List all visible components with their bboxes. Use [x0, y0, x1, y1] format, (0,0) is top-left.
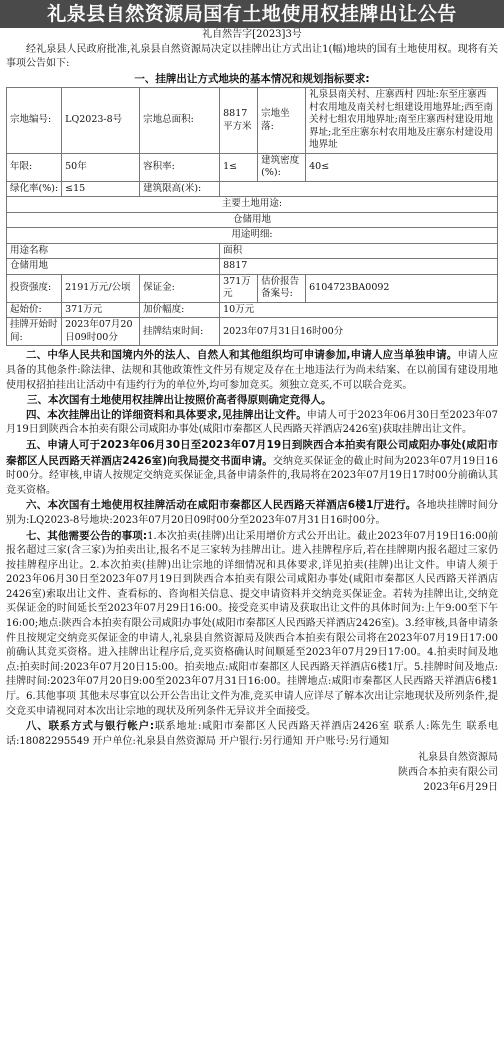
- open-time-label: 挂牌开始时间:: [7, 318, 62, 346]
- section-6-text: 各地块挂牌时间分别为:LQ2023-8号地块:2023年07月20日09时00分至2023年07月31日16时00分。: [6, 500, 498, 526]
- section-5: [6, 438, 498, 498]
- section-3: 三、本次国有土地使用权挂牌出让按照价高者得原则确定竞得人。: [27, 394, 332, 407]
- use-name-header: 用途名称: [7, 243, 220, 259]
- table-row: [7, 212, 498, 228]
- section-6-heading: 六、本次国有土地使用权挂牌活动在咸阳市秦都区人民西路天祥酒店6楼1厅进行。: [26, 499, 417, 512]
- years-value: 50年: [62, 153, 140, 181]
- signer-bureau: 礼泉县自然资源局: [418, 752, 498, 764]
- use-area-header: 面积: [220, 243, 498, 259]
- section-5-heading: 五、申请人可于2023年06月30日至2023年07月19日到陕西合本拍卖有限公司咸阳办事处(咸阳市秦都区人民西路天祥酒店2426室)向我局提交书面申请。: [6, 438, 498, 467]
- intro-paragraph: 经礼泉县人民政府批准,礼泉县自然资源局决定以挂牌出让方式出让1(幅)地块的国有土地使用权。现将有关事项公告如下:: [6, 43, 498, 70]
- table-row: [7, 259, 498, 275]
- section-2-text: 申请人应具备的其他条件:除法律、法规和其他政策性文件另有规定及存在土地违法行为尚未结案、在以前国有建设用地使用权招拍挂出让活动中有违约行为的单位外,均可参加竞买。须独立竞买,不可以联合竞买。: [6, 350, 498, 391]
- location-value: 礼泉县南关村、庄寨西村 四址:东至庄寨西村农用地及南关村七组建设用地界址;西至南关村七组农用地界址;南至庄寨西村建设用地界址;北至庄寨东村农用地及庄寨东村建设用地界址: [306, 88, 498, 154]
- use-name-value: 仓储用地: [7, 259, 220, 275]
- section-6: [6, 498, 498, 528]
- far-value: 1≤: [220, 153, 258, 181]
- section-2-heading: 二、中华人民共和国境内外的法人、自然人和其他组织均可申请参加,申请人应当单独申请。: [26, 349, 458, 362]
- section-4: [6, 408, 498, 438]
- section-7-heading: 七、其他需要公告的事项:: [26, 529, 148, 542]
- page-title: 礼泉县自然资源局国有土地使用权挂牌出让公告: [0, 0, 504, 28]
- green-label: 绿化率(%):: [7, 181, 62, 197]
- close-time-value: 2023年07月31日16时00分: [220, 318, 498, 346]
- main-use-label: 主要土地用途:: [7, 197, 498, 213]
- deposit-value: 371万元: [220, 274, 258, 302]
- section-1-heading: 一、挂牌出让方式地块的基本情况和规划指标要求:: [134, 72, 370, 85]
- section-7-text: 1.本次拍卖(挂牌)出让采用增价方式公开出让。截止2023年07月19日16:00前报名超过三家(含三家)为拍卖出让,报名不足三家转为挂牌出让。进入挂牌程序后,若在挂牌期内报名超过三家仍按挂牌程序出让。2.本次拍卖(挂牌)出让宗地的详细情况和具体要求,详见拍卖(挂牌)出让文件。申请人须于2023年06月30日至2023年07月19日到陕西合本拍卖有限公司咸阳办事处(咸阳市秦都区人民西路天祥酒店2426室)索取出让文件、查看标的、咨询相关信息、提交申请资料并交纳竞买保证金。若转为挂牌出让,交纳竞买保证金的时间延长至2023年07月29日16:00。接受竞买申请及获取出让文件的具体时间为:上午9:00至下午16:00;地点:陕西合本拍卖有限公司咸阳办事处(咸阳市秦都区人民西路天祥酒店2426室)。3.经审核,具备申请条件且按规定交纳竞买保证金的申请人,礼泉县自然资源局及陕西合本拍卖有限公司将在2023年07月19日17:00前确认其竞买资格。进入挂牌出让程序后,竞买资格确认时间顺延至2023年07月29日17:00。4.拍卖时间及地点:拍卖时间:2023年07月20日15:00。拍卖地点:咸阳市秦都区人民西路天祥酒店6楼1厅。5.挂牌时间及地点:挂牌时间:2023年07月20日9:00至2023年07月31日16:00。挂牌地点:咸阳市秦都区人民西路天祥酒店6楼1厅。6.其他事项 其他未尽事宜以公开公告出让文件为准,竞买申请人应详尽了解本次出让宗地现状及所列条件,提交竞买申请视同对本次出让宗地的现状及所列条件无异议并全面接受。: [6, 530, 499, 717]
- years-label: 年限:: [7, 153, 62, 181]
- parcel-info-table: [6, 87, 498, 346]
- height-value: [220, 181, 498, 197]
- section-8-text: 联系地址:咸阳市秦都区人民西路天祥酒店2426室 联系人:陈先生 联系电话:18082295549 开户单位:礼泉县自然资源局 开户银行:另行通知 开户账号:另行通知: [6, 721, 498, 747]
- density-label: 建筑密度(%):: [258, 153, 306, 181]
- table-row: [7, 274, 498, 302]
- document-number: 礼自然告字[2023]3号: [202, 29, 302, 40]
- section-8-heading: 八、联系方式与银行帐户:: [26, 720, 155, 733]
- area-value: 8817平方米: [220, 88, 258, 154]
- section-4-heading: 四、本次挂牌出让的详细资料和具体要求,见挂牌出让文件。: [26, 408, 307, 421]
- parcel-no-label: 宗地编号:: [7, 88, 62, 154]
- height-label: 建筑限高(米):: [140, 181, 220, 197]
- invest-label: 投资强度:: [7, 274, 62, 302]
- main-use-value: 仓储用地: [7, 212, 498, 228]
- table-row: [7, 318, 498, 346]
- area-label: 宗地总面积:: [140, 88, 220, 154]
- table-row: [7, 153, 498, 181]
- use-detail-label: 用途明细:: [7, 228, 498, 244]
- far-label: 容积率:: [140, 153, 220, 181]
- green-value: ≤15: [62, 181, 140, 197]
- section-2: [6, 348, 498, 393]
- table-row: [7, 228, 498, 244]
- announcement-body: [0, 28, 504, 795]
- location-label: 宗地坐落:: [258, 88, 306, 154]
- increment-label: 加价幅度:: [140, 302, 220, 318]
- table-row: [7, 88, 498, 154]
- signer-auction-company: 陕西合本拍卖有限公司: [398, 767, 498, 778]
- start-price-value: 371万元: [62, 302, 140, 318]
- deposit-label: 保证金:: [140, 274, 220, 302]
- parcel-no-value: LQ2023-8号: [62, 88, 140, 154]
- use-area-value: 8817: [220, 259, 498, 275]
- section-5-text: 交纳竞买保证金的截止时间为2023年07月19日16时00分。经审核,申请人按规定交纳竞买保证金,具备申请条件的,我局将在2023年07月19日17时00分前确认其竞买资格。: [6, 455, 498, 496]
- report-label: 估价报告备案号:: [258, 274, 306, 302]
- table-row: [7, 197, 498, 213]
- section-7: [6, 529, 498, 720]
- invest-value: 2191万元/公顷: [62, 274, 140, 302]
- close-time-label: 挂牌结束时间:: [140, 318, 220, 346]
- start-price-label: 起始价:: [7, 302, 62, 318]
- section-4-text: 申请人可于2023年06月30日至2023年07月19日到陕西合本拍卖有限公司咸阳办事处(咸阳市秦都区人民西路天祥酒店2426室)获取挂牌出让文件。: [6, 409, 498, 436]
- table-row: [7, 243, 498, 259]
- section-8: [6, 719, 498, 749]
- table-row: [7, 302, 498, 318]
- report-value: 6104723BA0092: [306, 274, 498, 302]
- open-time-value: 2023年07月20日09时00分: [62, 318, 140, 346]
- signature-block: [6, 751, 498, 795]
- table-row: [7, 181, 498, 197]
- increment-value: 10万元: [220, 302, 498, 318]
- density-value: 40≤: [306, 153, 498, 181]
- signature-date: 2023年6月29日: [423, 781, 498, 793]
